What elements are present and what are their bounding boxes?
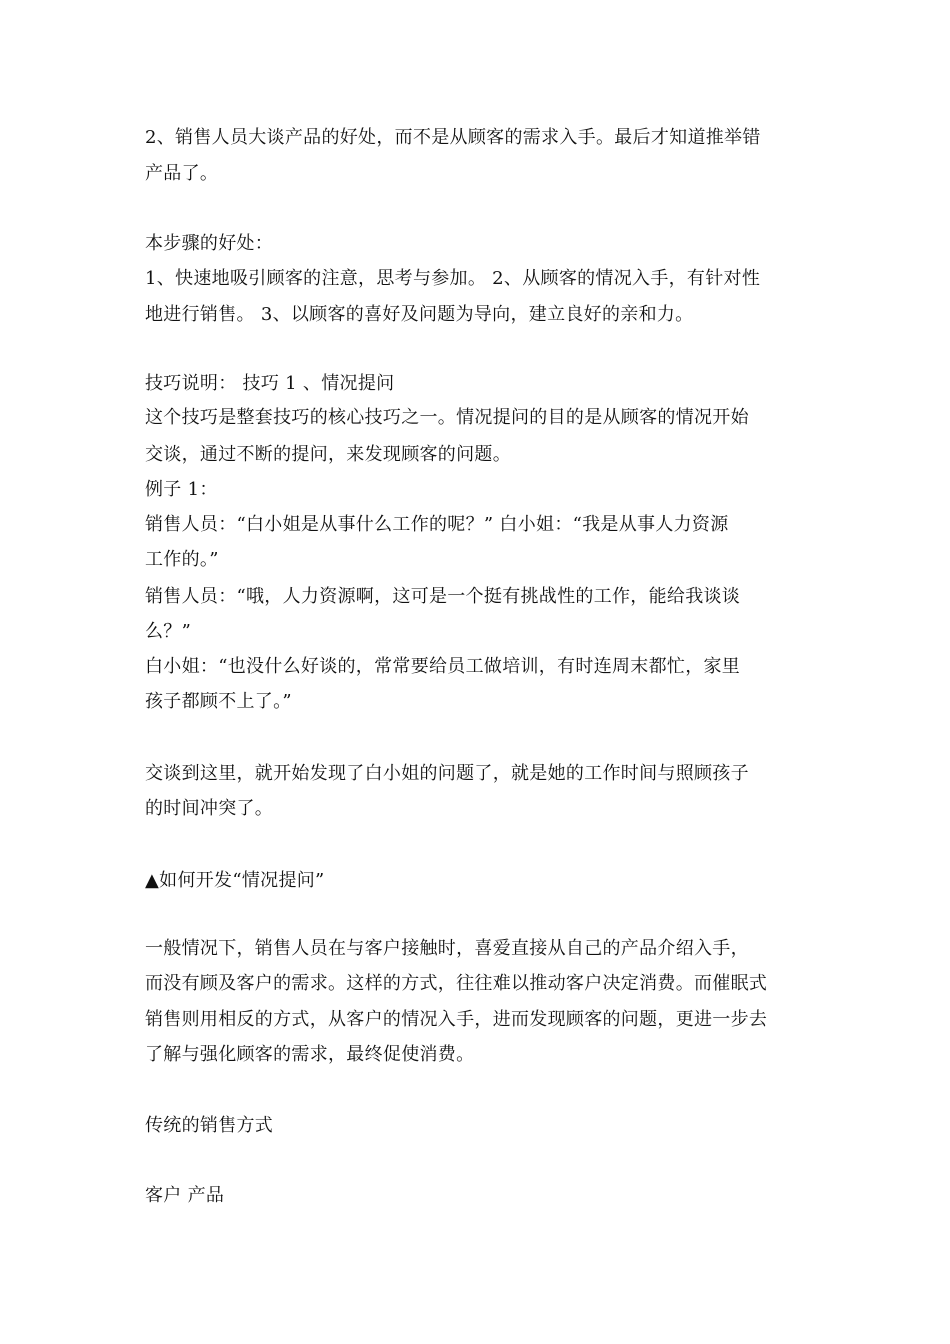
text-line: 产品了。 [145,163,219,184]
text-line: 么？” [145,621,192,642]
text-line: 技巧说明： 技巧 1 、情况提问 [145,373,395,394]
text-line: 2、销售人员大谈产品的好处，而不是从顾客的需求入手。最后才知道推举错 [145,127,761,148]
text-line: 孩子都顾不上了。” [145,691,292,712]
text-line: 地进行销售。 3、以顾客的喜好及问题为导向，建立良好的亲和力。 [145,304,694,325]
text-line: 客户 产品 [145,1185,225,1206]
text-line: 一般情况下，销售人员在与客户接触时，喜爱直接从自己的产品介绍入手， [145,938,749,959]
section-heading: ▲如何开发“情况提问” [145,870,325,891]
text-line: 销售人员：“白小姐是从事什么工作的呢？” 白小姐：“我是从事人力资源 [145,514,729,535]
text-line: 白小姐：“也没什么好谈的，常常要给员工做培训，有时连周末都忙，家里 [145,656,741,677]
text-line: 销售人员：“哦，人力资源啊，这可是一个挺有挑战性的工作，能给我谈谈 [145,586,741,607]
text-line: 销售则用相反的方式，从客户的情况入手，进而发现顾客的问题，更进一步去 [145,1009,768,1030]
text-line: 了解与强化顾客的需求，最终促使消费。 [145,1044,475,1065]
text-line: 这个技巧是整套技巧的核心技巧之一。情况提问的目的是从顾客的情况开始 [145,407,749,428]
text-line: 工作的。” [145,549,219,570]
text-line: 本步骤的好处： [145,233,274,254]
text-line: 1、快速地吸引顾客的注意，思考与参加。 2、从顾客的情况入手，有针对性 [145,268,761,289]
text-line: 交谈到这里，就开始发现了白小姐的问题了，就是她的工作时间与照顾孩子 [145,763,749,784]
text-line: 传统的销售方式 [145,1115,274,1136]
text-line: 交谈，通过不断的提问，来发现顾客的问题。 [145,444,511,465]
text-line: 而没有顾及客户的需求。这样的方式，往往难以推动客户决定消费。而催眠式 [145,973,768,994]
text-line: 的时间冲突了。 [145,798,274,819]
text-line: 例子 1： [145,479,218,500]
